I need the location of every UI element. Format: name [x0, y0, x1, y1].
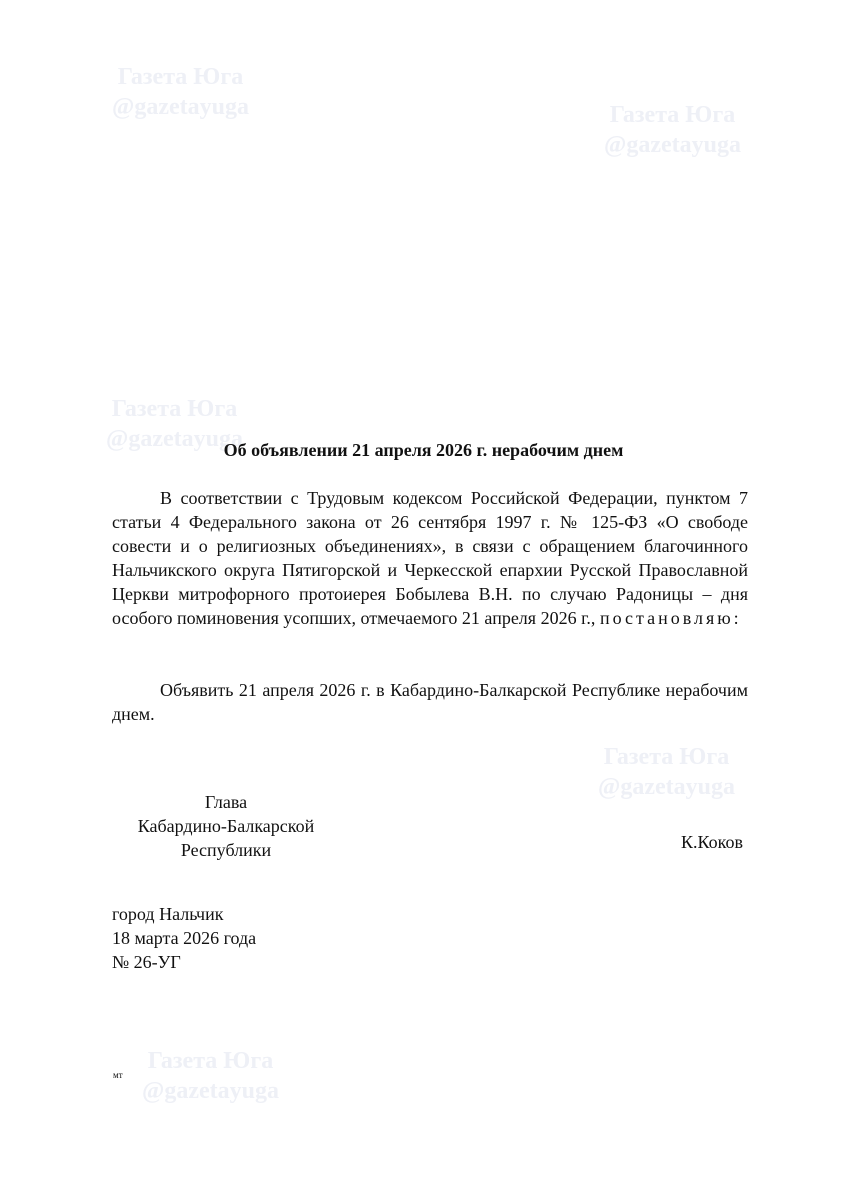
watermark-handle: @gazetayuga — [142, 1078, 279, 1104]
decision-paragraph: Объявить 21 апреля 2026 г. в Кабардино-Балкарской Республике нерабочим днем. — [112, 680, 748, 724]
watermark-name: Газета Юга — [117, 64, 244, 90]
watermark-name: Газета Юга — [603, 744, 730, 770]
executor-initials: мт — [113, 1070, 123, 1080]
signatory-title — [112, 790, 340, 862]
watermark-name: Газета Юга — [609, 102, 736, 128]
issue-date: 18 марта 2026 года — [112, 928, 257, 948]
issue-place: город Нальчик — [112, 904, 224, 924]
watermark-handle: @gazetayuga — [604, 132, 741, 158]
watermark-name: Газета Юга — [147, 1048, 274, 1074]
issue-number: № 26-УГ — [112, 952, 181, 972]
signatory-line-1: Глава — [204, 792, 248, 812]
watermark — [604, 100, 741, 160]
signatory-line-3: Республики — [180, 840, 272, 860]
signatory-name: К.Коков — [681, 832, 743, 852]
signatory-line-2: Кабардино-Балкарской — [137, 816, 315, 836]
watermark-handle: @gazetayuga — [112, 94, 249, 120]
watermark-name: Газета Юга — [111, 396, 238, 422]
watermark-handle: @gazetayuga — [598, 774, 735, 800]
document-title: Об объявлении 21 апреля 2026 г. нерабочим днем — [223, 440, 624, 460]
watermark — [112, 62, 249, 122]
watermark — [142, 1046, 279, 1106]
watermark-handle: @gazetayuga — [106, 426, 243, 452]
decree-word: постановляю: — [599, 608, 742, 628]
watermark — [598, 742, 735, 802]
preamble-text: В соответствии с Трудовым кодексом Российской Федерации, пунктом 7 статьи 4 Федерального закона от 26 сентября 1997 г. № 125-ФЗ «О свободе совести и о религиозных объединениях», в связи с обращением благочинного Нальчикского округа Пятигорской и Черкесской епархии Русской Православной Церкви митрофорного протоиерея Бобылева В.Н. по случаю Радоницы – дня особого поминовения усопших, отмечаемого 21 апреля 2026 г., — [112, 488, 748, 628]
issue-details — [112, 902, 256, 974]
preamble-paragraph — [112, 486, 748, 630]
